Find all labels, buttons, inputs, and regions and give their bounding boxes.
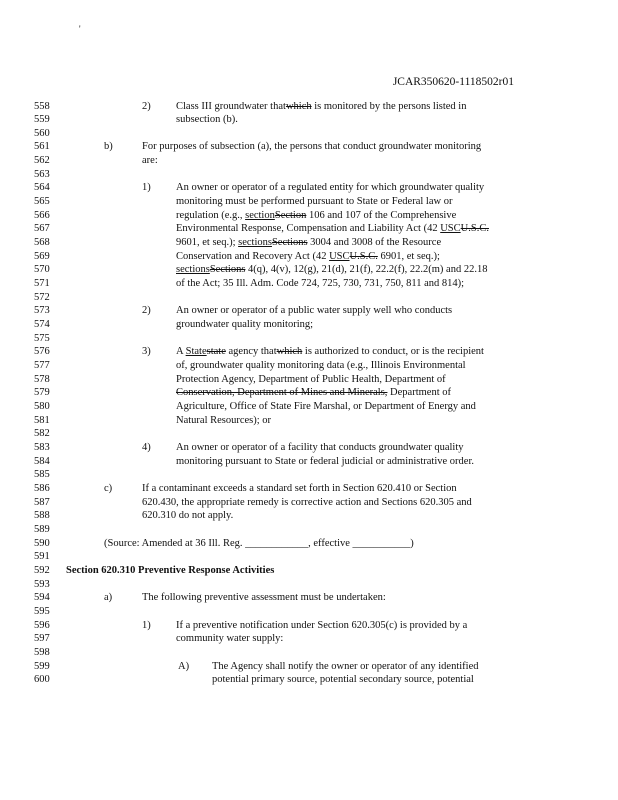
document-line [0,332,618,346]
line-number: 596 [34,619,50,631]
line-number: 584 [34,455,50,467]
struck-text: U.S.C. [349,250,378,262]
struck-text: U.S.C. [460,223,489,235]
text-run: Conservation and Recovery Act (42 [176,250,330,262]
line-number: 576 [34,346,50,358]
text-run: of, groundwater quality monitoring data (e.g., Illinois Environmental [176,360,466,372]
line-number: 568 [34,237,50,249]
document-line [0,345,618,359]
document-line [0,100,618,114]
line-number: 600 [34,674,50,686]
list-marker: a) [104,592,113,604]
line-text [176,195,452,209]
text-run: subsection (b). [176,114,238,126]
text-run: monitoring must be performed pursuant to State or Federal law or [176,196,453,208]
line-text [176,250,440,264]
line-number: 587 [34,496,50,508]
text-run: groundwater quality monitoring; [176,319,314,331]
line-text [142,496,472,510]
section-heading: Section 620.310 Preventive Response Activities [66,564,275,576]
list-marker: A) [178,660,190,672]
line-number: 574 [34,319,50,331]
document-line [0,564,618,578]
text-run: Environmental Response, Compensation and Liability Act (42 [176,223,441,235]
line-number: 578 [34,373,50,385]
line-number: 599 [34,660,50,672]
document-line [0,441,618,455]
struck-text: Section [274,209,307,221]
document-line [0,400,618,414]
text-run: 9601, et seq.); [176,237,239,249]
line-text [176,236,441,250]
line-text [176,632,283,646]
line-number: 577 [34,360,50,372]
text-run: regulation (e.g., [176,209,246,221]
line-number: 575 [34,332,50,344]
document-line [0,468,618,482]
text-run: is monitored by the persons listed in [311,100,467,112]
document-line [0,646,618,660]
text-run: is authorized to conduct, or is the recipient [302,346,484,358]
line-text [176,100,466,114]
document-line [0,113,618,127]
list-marker: 2) [142,100,151,112]
line-number: 593 [34,578,50,590]
line-number: 579 [34,387,50,399]
line-number: 582 [34,428,50,440]
line-number: 571 [34,278,50,290]
text-run: If a preventive notification under Section 620.305(c) is provided by a [176,619,468,631]
document-line [0,496,618,510]
inserted-text: sections [238,237,272,249]
line-number: 562 [34,155,50,167]
text-run: agency that [225,346,277,358]
line-text [176,318,313,332]
document-line [0,632,618,646]
line-text [176,209,456,223]
line-number: 563 [34,168,50,180]
line-text [176,304,452,318]
text-run: Protection Agency, Department of Public Health, Department of [176,373,446,385]
text-run: The Agency shall notify the owner or operator of any identified [212,660,479,672]
document-line [0,523,618,537]
document-line [0,455,618,469]
document-line [0,578,618,592]
document-line [0,373,618,387]
line-text [142,509,233,523]
text-run: 3004 and 3008 of the Resource [307,237,442,249]
text-run: community water supply: [176,633,284,645]
line-number: 586 [34,482,50,494]
document-line [0,154,618,168]
struck-text: which [285,100,312,112]
list-marker: b) [104,141,113,153]
document-line [0,427,618,441]
list-marker: 1) [142,619,151,631]
line-number: 595 [34,605,50,617]
struck-text: Sections [209,264,246,276]
line-number: 569 [34,250,50,262]
text-run: An owner or operator of a facility that conducts groundwater quality [176,442,464,453]
document-line [0,605,618,619]
document-line [0,386,618,400]
inserted-text: State [185,346,207,358]
text-run: Department of [387,387,451,399]
text-run: A [176,346,186,358]
document-line [0,291,618,305]
text-run: 4(q), 4(v), 12(g), 21(d), 21(f), 22.2(f), 22.2(m) and 22.18 [245,264,488,276]
line-text [176,619,467,633]
inserted-text: USC [329,250,350,262]
list-marker: 4) [142,442,151,453]
line-text [104,537,414,551]
line-text [176,263,487,277]
line-text [176,386,451,400]
line-text [212,673,474,687]
line-number: 583 [34,442,50,453]
document-line [0,359,618,373]
struck-text: Sections [271,237,308,249]
document-line [0,591,618,605]
document-line [0,140,618,154]
line-number: 561 [34,141,50,153]
inserted-text: USC [440,223,461,235]
list-marker: 3) [142,346,151,358]
inserted-text: sections [176,264,210,276]
line-text [176,400,476,414]
line-text [176,277,464,291]
line-number: 564 [34,182,50,194]
text-run: For purposes of subsection (a), the persons that conduct groundwater monitoring [142,141,482,153]
line-number: 585 [34,469,50,481]
text-run: potential primary source, potential secondary source, potential [212,674,474,686]
document-line [0,509,618,523]
text-run: Agriculture, Office of State Fire Marshal, or Department of Energy and [176,401,476,413]
text-run: are: [142,155,158,167]
page-mark: ' [79,24,81,34]
line-number: 597 [34,633,50,645]
text-run: 620.430, the appropriate remedy is corrective action and Sections 620.305 and [142,496,472,508]
line-number: 566 [34,209,50,221]
line-text [176,414,271,428]
text-run: of the Act; 35 Ill. Adm. Code 724, 725, 730, 731, 750, 811 and 814); [176,278,465,290]
line-text [142,591,386,605]
line-text [212,660,479,674]
text-run: monitoring pursuant to State or federal judicial or administrative order. [176,455,475,467]
line-text [176,455,474,469]
line-text [176,181,484,195]
list-marker: 2) [142,305,151,317]
inserted-text: section [245,209,275,221]
text-run: 6901, et seq.); [377,250,440,262]
line-number: 591 [34,551,50,563]
list-marker: c) [104,482,113,494]
line-number: 567 [34,223,50,235]
text-run: (Source: Amended at 36 Ill. Reg. ____________, effective ___________) [104,537,414,549]
document-line [0,168,618,182]
text-run: If a contaminant exceeds a standard set forth in Section 620.410 or Section [142,482,457,494]
document-line [0,414,618,428]
line-number: 589 [34,523,50,535]
line-number: 592 [34,564,50,576]
line-number: 559 [34,114,50,126]
document-line [0,277,618,291]
line-text [176,222,489,236]
line-number: 565 [34,196,50,208]
document-line [0,304,618,318]
document-line [0,619,618,633]
line-text [176,345,484,359]
document-line [0,209,618,223]
document-line [0,195,618,209]
text-run: 620.310 do not apply. [142,510,234,522]
line-number: 581 [34,414,50,426]
struck-text: Conservation, Department of Mines and Minerals, [176,387,388,399]
text-run: Natural Resources); or [176,414,272,426]
struck-text: state [206,346,226,358]
document-id: JCAR350620-1118502r01 [392,76,514,88]
line-number: 570 [34,264,50,276]
line-number: 560 [34,127,50,139]
document-line [0,250,618,264]
document-line [0,181,618,195]
line-number: 558 [34,100,50,112]
list-marker: 1) [142,182,151,194]
line-text [176,441,464,455]
document-line [0,318,618,332]
document-line [0,222,618,236]
line-number: 572 [34,291,50,303]
line-text [142,154,158,168]
text-run: An owner or operator of a public water supply well who conducts [176,305,453,317]
line-text [66,564,274,578]
line-number: 580 [34,401,50,413]
document-line [0,550,618,564]
line-number: 573 [34,305,50,317]
line-text [176,373,446,387]
document-line [0,482,618,496]
text-run: Class III groundwater that [176,100,286,112]
line-text [176,113,238,127]
struck-text: which [276,346,303,358]
document-line [0,236,618,250]
document-line [0,673,618,687]
line-text [142,482,457,496]
document-line [0,263,618,277]
text-run: The following preventive assessment must be undertaken: [142,592,386,604]
document-line [0,537,618,551]
line-number: 598 [34,646,50,658]
text-run: 106 and 107 of the Comprehensive [306,209,457,221]
document-line [0,660,618,674]
line-text [142,140,481,154]
text-run: An owner or operator of a regulated entity for which groundwater quality [176,182,485,194]
line-text [176,359,466,373]
document-line [0,127,618,141]
line-number: 588 [34,510,50,522]
line-number: 594 [34,592,50,604]
line-number: 590 [34,537,50,549]
